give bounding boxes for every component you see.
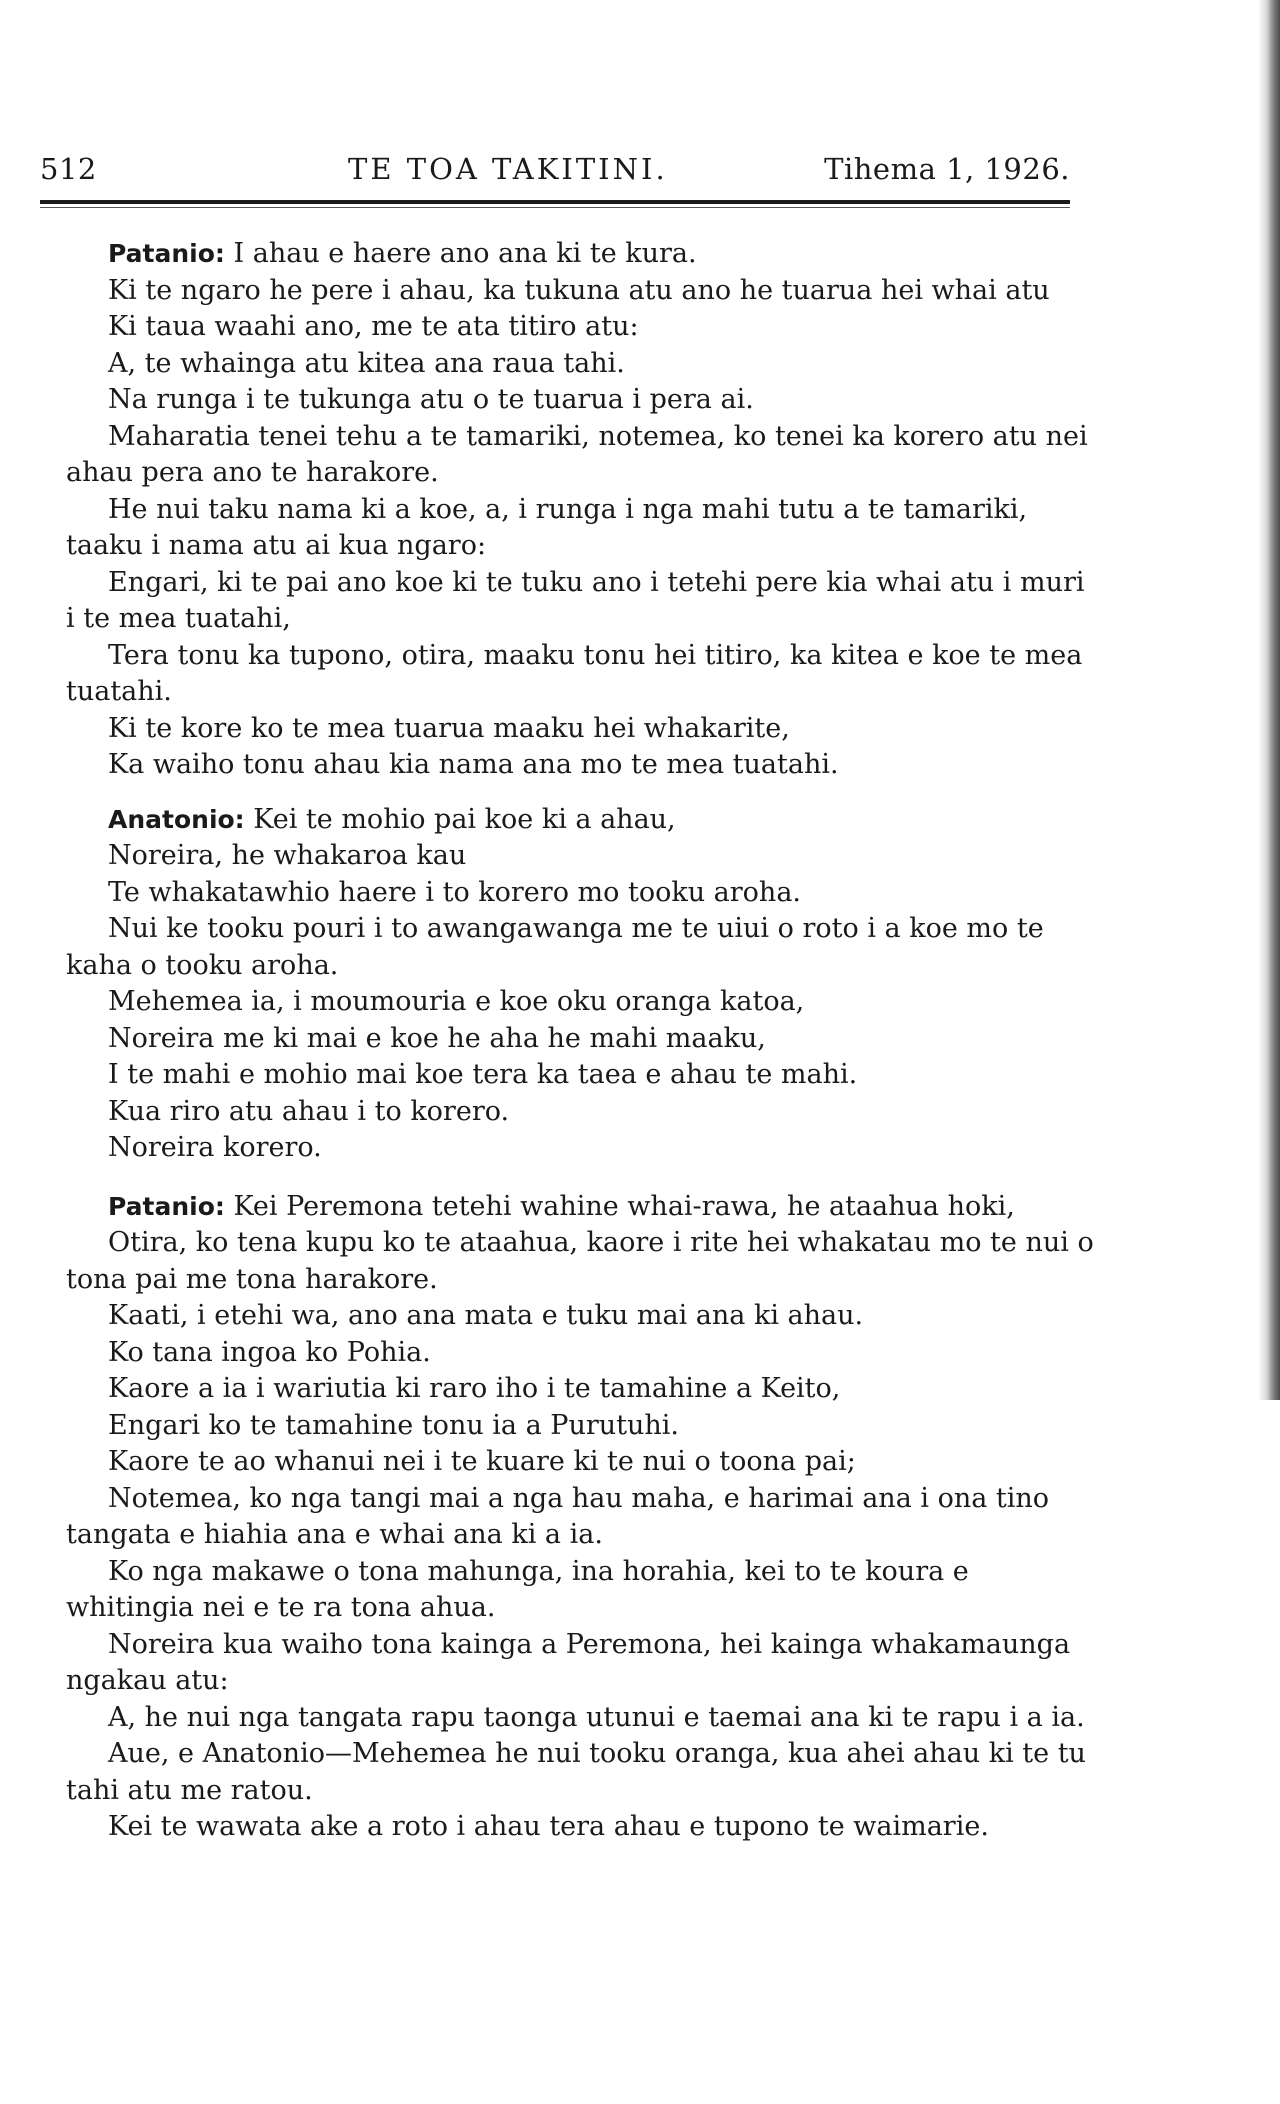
speech-line: Ki te kore ko te mea tuarua maaku hei whakarite, xyxy=(108,712,790,744)
speech-line: Notemea, ko nga tangi mai a nga hau maha, e harimai ana i ona tino tangata e hiahia ana e whai ana ki a ia. xyxy=(66,1482,1050,1550)
header-rule-thin xyxy=(40,207,1070,208)
speech-line: Te whakatawhio haere i to korero mo tooku aroha. xyxy=(108,876,801,908)
speaker-name: Patanio: xyxy=(108,1191,225,1221)
speech-line: Kaati, i etehi wa, ano ana mata e tuku mai ana ki ahau. xyxy=(108,1300,864,1331)
speech-line: A, te whainga atu kitea ana raua tahi. xyxy=(108,347,625,379)
body-text xyxy=(66,236,1094,1846)
speech-line: Engari, ki te pai ano koe ki te tuku ano i tetehi pere kia whai atu i muri i te mea tuatahi, xyxy=(66,566,1085,634)
speech-line: Noreira, he whakaroa kau xyxy=(108,840,467,871)
section-gap xyxy=(66,1167,1094,1189)
speech-line: Otira, ko tena kupu ko te ataahua, kaore i rite hei whakatau mo te nui o tona pai me tona harakore. xyxy=(66,1227,1094,1295)
speech-first-line: Kei Peremona tetehi wahine whai-rawa, he ataahua hoki, xyxy=(233,1190,1015,1222)
running-header xyxy=(40,152,1070,192)
speech-line: Noreira me ki mai e koe he aha he mahi maaku, xyxy=(108,1022,766,1054)
page-number: 512 xyxy=(40,152,97,186)
speech-line: He nui taku nama ki a koe, a, i runga i nga mahi tutu a te tamariki, taaku i nama atu ai kua ngaro: xyxy=(66,493,1028,561)
speech-line: Kua riro atu ahau i to korero. xyxy=(108,1095,510,1127)
publication-title: TE TOA TAKITINI. xyxy=(348,152,668,186)
speech-line: Ka waiho tonu ahau kia nama ana mo te mea tuatahi. xyxy=(108,749,839,780)
speaker-name: Patanio: xyxy=(108,239,225,268)
speech-line: Aue, e Anatonio—Mehemea he nui tooku oranga, kua ahei ahau ki te tu tahi atu me ratou. xyxy=(66,1738,1086,1806)
speech-first-line: I ahau e haere ano ana ki te kura. xyxy=(233,238,697,269)
speech-line: Kaore a ia i wariutia ki raro iho i te tamahine a Keito, xyxy=(108,1373,841,1404)
speech-opening xyxy=(66,802,1094,839)
speech-opening xyxy=(66,236,1094,273)
speech-line: Mehemea ia, i moumouria e koe oku oranga katoa, xyxy=(108,986,805,1017)
speech-line: Ki te ngaro he pere i ahau, ka tukuna atu ano he tuarua hei whai atu xyxy=(108,274,1050,306)
speech-first-line: Kei te mohio pai koe ki a ahau, xyxy=(253,803,676,835)
speech-line: I te mahi e mohio mai koe tera ka taea e ahau te mahi. xyxy=(108,1059,858,1090)
section-gap xyxy=(66,784,1094,802)
binding-edge-shadow xyxy=(1258,0,1280,1400)
speech-line: Noreira korero. xyxy=(108,1132,322,1163)
speech-line: Ki taua waahi ano, me te ata titiro atu: xyxy=(108,311,639,342)
speech-line: Kei te wawata ake a roto i ahau tera ahau e tupono te waimarie. xyxy=(108,1811,989,1842)
speech-line: Ko nga makawe o tona mahunga, ina horahia, kei to te koura e whitingia nei e te ra tona ahua. xyxy=(66,1555,969,1623)
speech-opening xyxy=(66,1189,1094,1226)
speech-line: Noreira kua waiho tona kainga a Peremona, hei kainga whakamaunga ngakau atu: xyxy=(66,1628,1071,1696)
speech-line: Kaore te ao whanui nei i te kuare ki te nui o toona pai; xyxy=(108,1446,856,1477)
speech-line: Na runga i te tukunga atu o te tuarua i pera ai. xyxy=(108,384,754,415)
header-rule xyxy=(40,200,1070,204)
speech-line: Ko tana ingoa ko Pohia. xyxy=(108,1336,431,1368)
speaker-name: Anatonio: xyxy=(108,804,245,834)
speech-line: Nui ke tooku pouri i to awangawanga me te uiui o roto i a koe mo te kaha o tooku aroha. xyxy=(66,913,1044,981)
issue-date: Tihema 1, 1926. xyxy=(824,152,1070,186)
speech-line: Tera tonu ka tupono, otira, maaku tonu hei titiro, ka kitea e koe te mea tuatahi. xyxy=(66,639,1083,707)
speech-line: Engari ko te tamahine tonu ia a Purutuhi. xyxy=(108,1409,679,1441)
speech-line: Maharatia tenei tehu a te tamariki, notemea, ko tenei ka korero atu nei ahau pera ano te harakore. xyxy=(66,420,1088,488)
speech-line: A, he nui nga tangata rapu taonga utunui e taemai ana ki te rapu i a ia. xyxy=(108,1701,1085,1733)
